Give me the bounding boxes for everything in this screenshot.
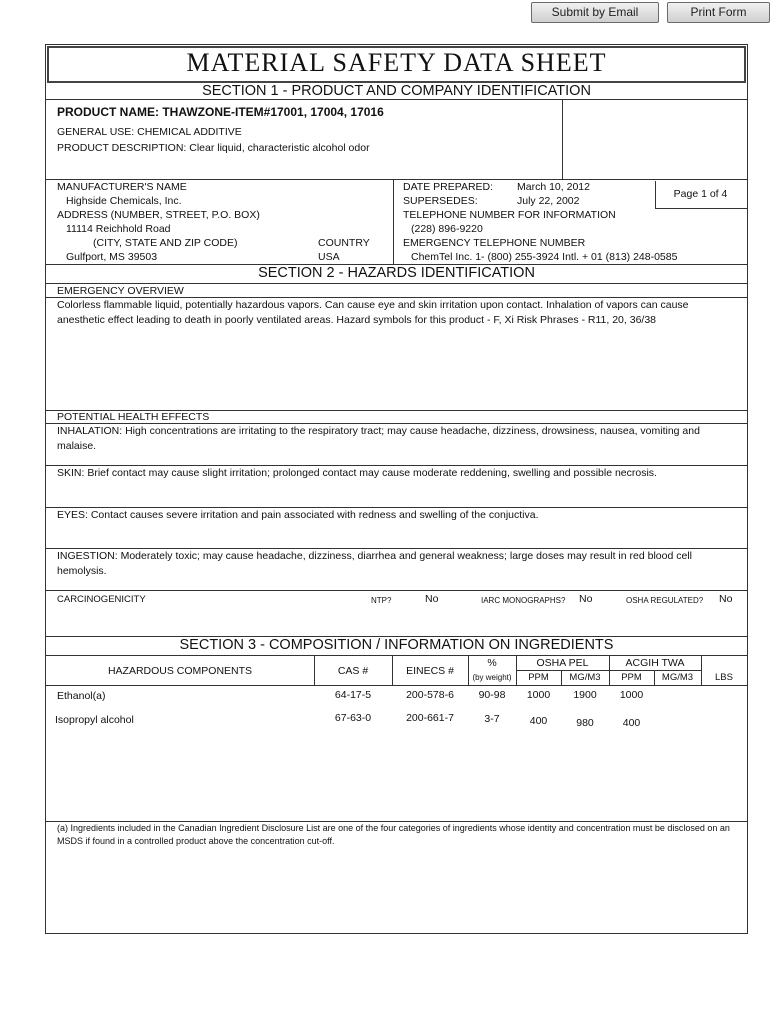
- address-label: ADDRESS (NUMBER, STREET, P.O. BOX): [57, 209, 260, 221]
- inhalation-text[interactable]: INHALATION: High concentrations are irritating to the respiratory tract; may cause headache, dizziness, drowsiness, nausea, vomiting and malaise.: [57, 425, 700, 452]
- iarc-label: IARC MONOGRAPHS?: [481, 596, 566, 605]
- section3-heading: SECTION 3 - COMPOSITION / INFORMATION ON INGREDIENTS: [179, 637, 614, 653]
- table-row-einecs[interactable]: 200-578-6: [406, 689, 454, 701]
- page-number: Page 1 of 4: [673, 188, 728, 200]
- form-frame: [45, 44, 748, 934]
- section2-heading: SECTION 2 - HAZARDS IDENTIFICATION: [258, 265, 535, 281]
- supersedes-value[interactable]: July 22, 2002: [517, 195, 580, 207]
- sub-osha-ppm: PPM: [528, 672, 549, 683]
- col-einecs: EINECS #: [406, 665, 454, 677]
- country-value[interactable]: USA: [318, 251, 340, 263]
- phone-label: TELEPHONE NUMBER FOR INFORMATION: [403, 209, 616, 221]
- col-percent: %: [487, 657, 497, 669]
- col-by-weight: (by weight): [472, 673, 512, 682]
- divider: [46, 685, 747, 686]
- table-row-acgih-ppm[interactable]: 400: [622, 717, 641, 729]
- osha-regulated-label: OSHA REGULATED?: [626, 596, 704, 605]
- date-prepared-label: DATE PREPARED:: [403, 181, 494, 193]
- section1-heading: SECTION 1 - PRODUCT AND COMPANY IDENTIFICATION: [202, 83, 591, 99]
- phone-value[interactable]: (228) 896-9220: [411, 223, 483, 235]
- divider: [46, 590, 747, 591]
- emergency-label: EMERGENCY TELEPHONE NUMBER: [403, 237, 586, 249]
- address-value[interactable]: 11114 Reichhold Road: [66, 223, 171, 235]
- table-row-cas[interactable]: 67-63-0: [334, 712, 372, 724]
- divider: [46, 283, 747, 284]
- emergency-value[interactable]: ChemTel Inc. 1- (800) 255-3924 Intl. + 01 (813) 248-0585: [411, 251, 678, 263]
- city-label: (CITY, STATE AND ZIP CODE): [93, 237, 238, 249]
- sub-acgih-mg: MG/M3: [661, 672, 694, 683]
- manufacturer-label: MANUFACTURER'S NAME: [57, 181, 187, 193]
- general-use[interactable]: GENERAL USE: CHEMICAL ADDITIVE: [57, 126, 242, 138]
- sub-acgih-ppm: PPM: [621, 672, 642, 683]
- divider: [46, 655, 747, 656]
- manufacturer-value[interactable]: Highside Chemicals, Inc.: [66, 195, 182, 207]
- carcinogenicity-label: CARCINOGENICITY: [57, 594, 146, 605]
- table-row-osha-mg[interactable]: 1900: [573, 689, 597, 701]
- sub-osha-mg: MG/M3: [569, 672, 601, 683]
- footnote: (a) Ingredients included in the Canadian Ingredient Disclosure List are one of the four categories of ingredients whose identity and concentration must be disclosed on an MSDS if found in a controlled product above the concentration cut-off.: [57, 823, 730, 846]
- eyes-text[interactable]: EYES: Contact causes severe irritation and pain associated with redness and swelling of the conjuctiva.: [57, 509, 539, 521]
- col-acgih-twa: ACGIH TWA: [625, 657, 685, 669]
- city-value[interactable]: Gulfport, MS 39503: [66, 251, 158, 263]
- supersedes-label: SUPERSEDES:: [403, 195, 478, 207]
- country-label: COUNTRY: [318, 237, 370, 249]
- divider: [516, 670, 701, 671]
- table-row-osha-mg[interactable]: 980: [576, 717, 594, 729]
- divider: [46, 99, 747, 100]
- col-hazardous-components: HAZARDOUS COMPONENTS: [107, 665, 253, 677]
- osha-regulated-value[interactable]: No: [719, 593, 733, 605]
- submit-by-email-button[interactable]: Submit by Email: [531, 2, 659, 23]
- col-lbs: LBS: [715, 672, 733, 683]
- table-row-percent[interactable]: 3-7: [484, 713, 500, 725]
- ntp-label: NTP?: [371, 596, 392, 605]
- overview-text[interactable]: Colorless flammable liquid, potentially hazardous vapors. Can cause eye and skin irritation upon contact. Inhalation of vapors can cause anesthetic effect leading to death in poorly ventilated areas. Hazard symbols for this product - F, Xi Risk Phrases - R11, 20, 36/38: [57, 299, 689, 326]
- col-osha-pel: OSHA PEL: [536, 657, 589, 669]
- col-cas: CAS #: [337, 665, 369, 677]
- table-row-name[interactable]: Ethanol(a): [57, 690, 106, 702]
- ntp-value[interactable]: No: [425, 593, 439, 605]
- table-row-percent[interactable]: 90-98: [478, 689, 506, 701]
- table-row-cas[interactable]: 64-17-5: [334, 689, 372, 701]
- table-row-name[interactable]: Isopropyl alcohol: [55, 714, 134, 726]
- overview-label: EMERGENCY OVERVIEW: [57, 285, 184, 297]
- divider: [562, 99, 563, 179]
- table-row-acgih-ppm[interactable]: 1000: [619, 689, 644, 701]
- divider: [46, 179, 747, 180]
- health-effects-label: POTENTIAL HEALTH EFFECTS: [57, 411, 210, 423]
- table-row-osha-ppm[interactable]: 1000: [526, 689, 551, 701]
- page-title: MATERIAL SAFETY DATA SHEET: [186, 48, 607, 77]
- product-name[interactable]: PRODUCT NAME: THAWZONE-ITEM#17001, 17004, 17016: [57, 105, 384, 119]
- table-row-osha-ppm[interactable]: 400: [529, 715, 548, 727]
- date-prepared-value[interactable]: March 10, 2012: [517, 181, 590, 193]
- ingestion-text[interactable]: INGESTION: Moderately toxic; may cause headache, dizziness, diarrhea and general weakness; large doses may result in red blood cell hemolysis.: [57, 550, 692, 577]
- print-form-button[interactable]: Print Form: [667, 2, 770, 23]
- skin-text[interactable]: SKIN: Brief contact may cause slight irritation; prolonged contact may cause moderate reddening, swelling and possible necrosis.: [57, 467, 657, 479]
- iarc-value[interactable]: No: [579, 593, 593, 605]
- product-description[interactable]: PRODUCT DESCRIPTION: Clear liquid, characteristic alcohol odor: [57, 142, 370, 154]
- divider: [393, 179, 394, 264]
- table-row-einecs[interactable]: 200-661-7: [406, 712, 454, 724]
